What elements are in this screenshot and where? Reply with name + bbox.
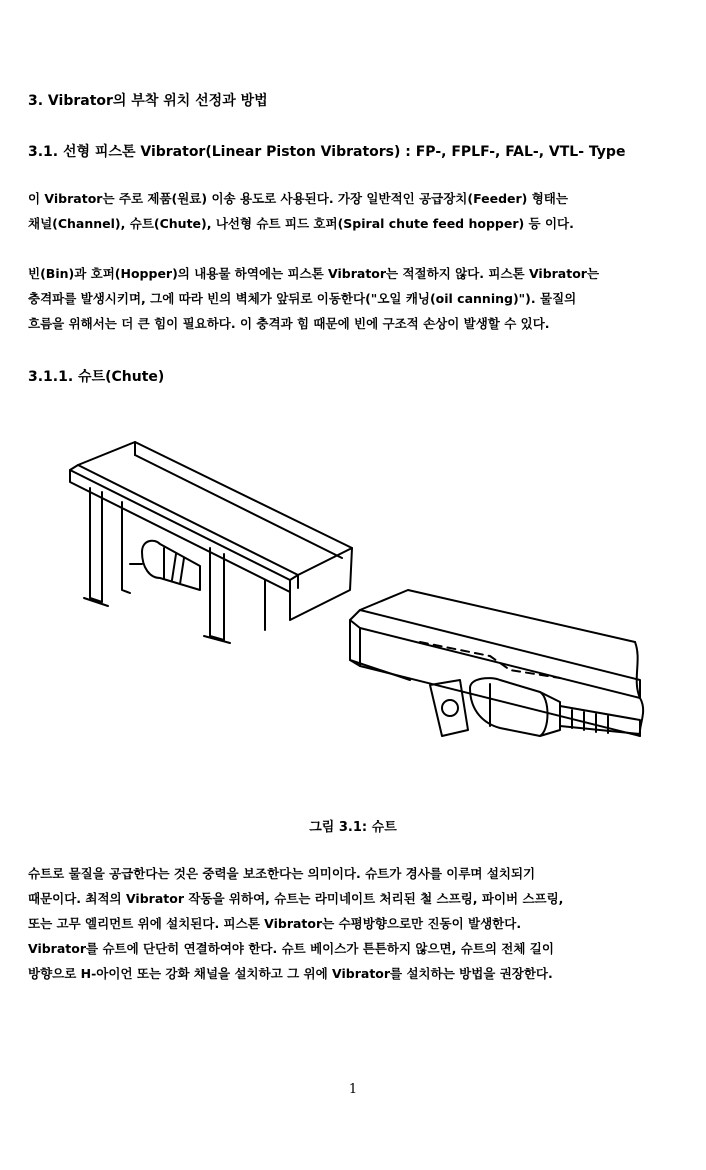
paragraph-line: 방향으로 H-아이언 또는 강화 채널을 설치하고 그 위에 Vibrator를 설치하는 방법을 권장한다. (28, 966, 553, 981)
section-heading-3-1-1: 3.1.1. 슈트(Chute) (28, 369, 165, 385)
section-heading-3-1: 3.1. 선형 피스톤 Vibrator(Linear Piston Vibrators) : FP-, FPLF-, FAL-, VTL- Type (28, 144, 626, 160)
paragraph-line: Vibrator를 슈트에 단단히 연결하여야 한다. 슈트 베이스가 튼튼하지 않으면, 슈트의 전체 길이 (28, 941, 554, 956)
paragraph-line: 빈(Bin)과 호퍼(Hopper)의 내용물 하역에는 피스톤 Vibrator는 적절하지 않다. 피스톤 Vibrator는 (28, 266, 600, 281)
paragraph-line: 때문이다. 최적의 Vibrator 작동을 위하여, 슈트는 라미네이트 처리된 철 스프링, 파이버 스프링, (28, 891, 564, 906)
paragraph-line: 이 Vibrator는 주로 제품(원료) 이송 용도로 사용된다. 가장 일반적인 공급장치(Feeder) 형태는 (28, 191, 568, 206)
paragraph-line: 슈트로 물질을 공급한다는 것은 중력을 보조한다는 의미이다. 슈트가 경사를 이루며 설치되기 (28, 866, 536, 881)
chute-vibrator-illustration (60, 430, 660, 770)
paragraph-line: 채널(Channel), 슈트(Chute), 나선형 슈트 피드 호퍼(Spiral chute feed hopper) 등 이다. (28, 216, 574, 231)
paragraph-bin-hopper (28, 261, 680, 336)
figure-caption: 그림 3.1: 슈트 (309, 820, 397, 835)
paragraph-chute-installation (28, 861, 680, 986)
section-heading-3: 3. Vibrator의 부착 위치 선정과 방법 (28, 93, 268, 109)
paragraph-line: 또는 고무 엘리먼트 위에 설치된다. 피스톤 Vibrator는 수평방향으로만 진동이 발생한다. (28, 916, 522, 931)
paragraph-line: 흐름을 위해서는 더 큰 힘이 필요하다. 이 충격과 힘 때문에 빈에 구조적 손상이 발생할 수 있다. (28, 316, 550, 331)
paragraph-chute-usage (28, 186, 680, 236)
page-number: 1 (348, 1082, 358, 1097)
paragraph-line: 충격파를 발생시키며, 그에 따라 빈의 벽체가 앞뒤로 이동한다("오일 캐닝(oil canning)"). 물질의 (28, 291, 577, 306)
